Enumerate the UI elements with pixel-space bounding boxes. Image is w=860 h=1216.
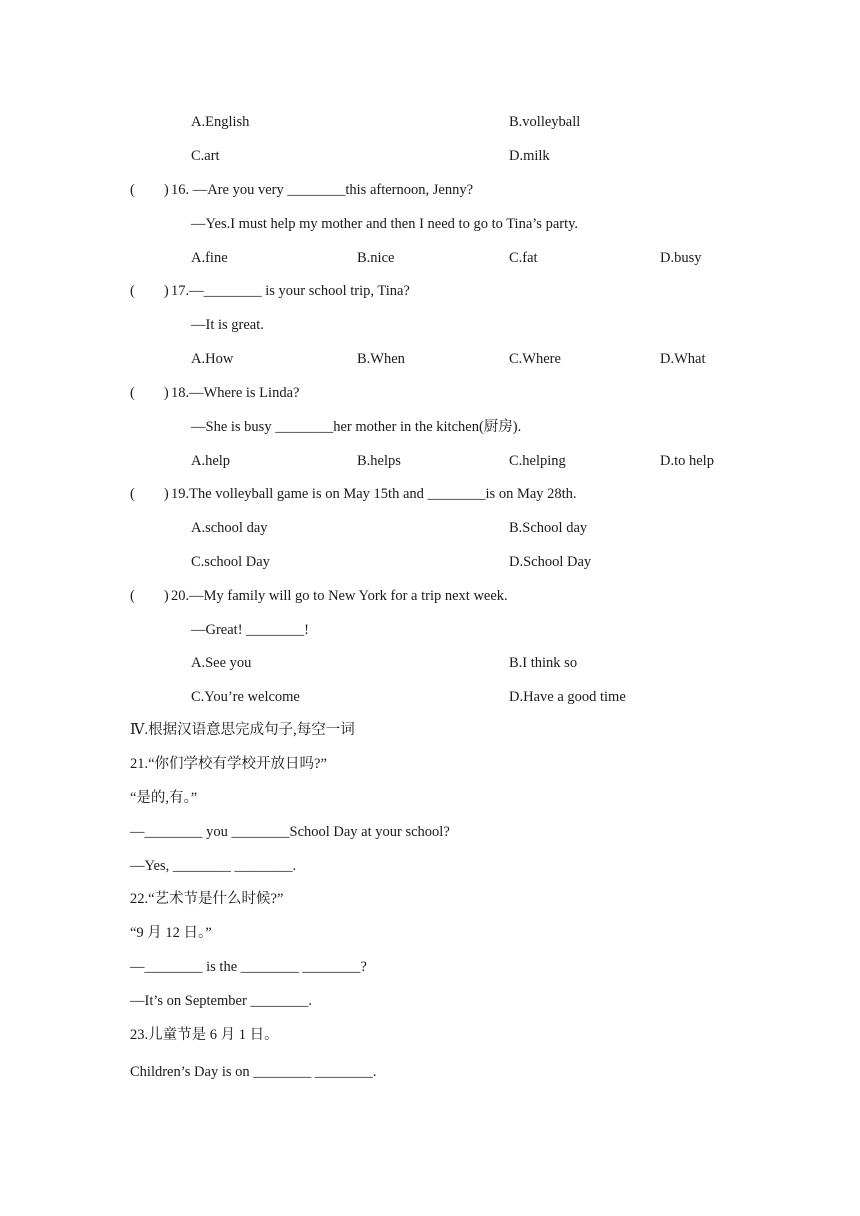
- q17-option-d: D.What: [660, 351, 706, 367]
- q17-option-c: C.Where: [509, 351, 561, 367]
- q16-reply: —Yes.I must help my mother and then I need to go to Tina’s party.: [191, 216, 579, 232]
- q16-option-a: A.fine: [191, 250, 228, 266]
- q15-option-b: B.volleyball: [509, 114, 581, 130]
- q18-stem: 18.—Where is Linda?: [171, 385, 300, 401]
- q15-option-d: D.milk: [509, 148, 550, 164]
- q17-option-a: A.How: [191, 351, 234, 367]
- q20-reply: —Great! ________!: [191, 622, 309, 638]
- q22-english-question: —________ is the ________ ________?: [130, 959, 367, 975]
- q22-english-answer: —It’s on September ________.: [130, 993, 313, 1009]
- q17-reply: —It is great.: [191, 317, 264, 333]
- q15-option-c: C.art: [191, 148, 220, 164]
- q16-answer-paren: ( ): [130, 182, 169, 198]
- q19-option-a: A.school day: [191, 520, 268, 536]
- q18-option-c: C.helping: [509, 453, 566, 469]
- q18-option-d: D.to help: [660, 453, 714, 469]
- q19-stem: 19.The volleyball game is on May 15th and ________is on May 28th.: [171, 486, 577, 502]
- q18-answer-paren: ( ): [130, 385, 169, 401]
- q22-chinese-question: 22.“艺术节是什么时候?”: [130, 891, 284, 907]
- q17-option-b: B.When: [357, 351, 405, 367]
- q18-option-a: A.help: [191, 453, 231, 469]
- q17-stem: 17.—________ is your school trip, Tina?: [171, 283, 410, 299]
- q23-chinese-sentence: 23.儿童节是 6 月 1 日。: [130, 1027, 279, 1043]
- q20-option-d: D.Have a good time: [509, 689, 626, 705]
- q18-reply: —She is busy ________her mother in the kitchen(厨房).: [191, 419, 522, 435]
- section-4-title: Ⅳ.根据汉语意思完成句子,每空一词: [130, 722, 355, 738]
- q21-english-answer: —Yes, ________ ________.: [130, 858, 297, 874]
- q21-chinese-answer: “是的,有。”: [130, 790, 198, 806]
- q17-answer-paren: ( ): [130, 283, 169, 299]
- q19-option-b: B.School day: [509, 520, 588, 536]
- q21-english-question: —________ you ________School Day at your school?: [130, 824, 450, 840]
- q16-option-b: B.nice: [357, 250, 395, 266]
- q16-stem: 16. —Are you very ________this afternoon, Jenny?: [171, 182, 474, 198]
- q18-option-b: B.helps: [357, 453, 401, 469]
- q22-chinese-answer: “9 月 12 日。”: [130, 925, 212, 941]
- q20-option-b: B.I think so: [509, 655, 578, 671]
- q16-option-c: C.fat: [509, 250, 538, 266]
- q20-option-a: A.See you: [191, 655, 252, 671]
- q15-option-a: A.English: [191, 114, 250, 130]
- q23-english-sentence: Children’s Day is on ________ ________.: [130, 1064, 377, 1080]
- q19-answer-paren: ( ): [130, 486, 169, 502]
- q19-option-c: C.school Day: [191, 554, 270, 570]
- q19-option-d: D.School Day: [509, 554, 592, 570]
- q21-chinese-question: 21.“你们学校有学校开放日吗?”: [130, 756, 327, 772]
- q20-stem: 20.—My family will go to New York for a trip next week.: [171, 588, 508, 604]
- q20-option-c: C.You’re welcome: [191, 689, 300, 705]
- q20-answer-paren: ( ): [130, 588, 169, 604]
- q16-option-d: D.busy: [660, 250, 702, 266]
